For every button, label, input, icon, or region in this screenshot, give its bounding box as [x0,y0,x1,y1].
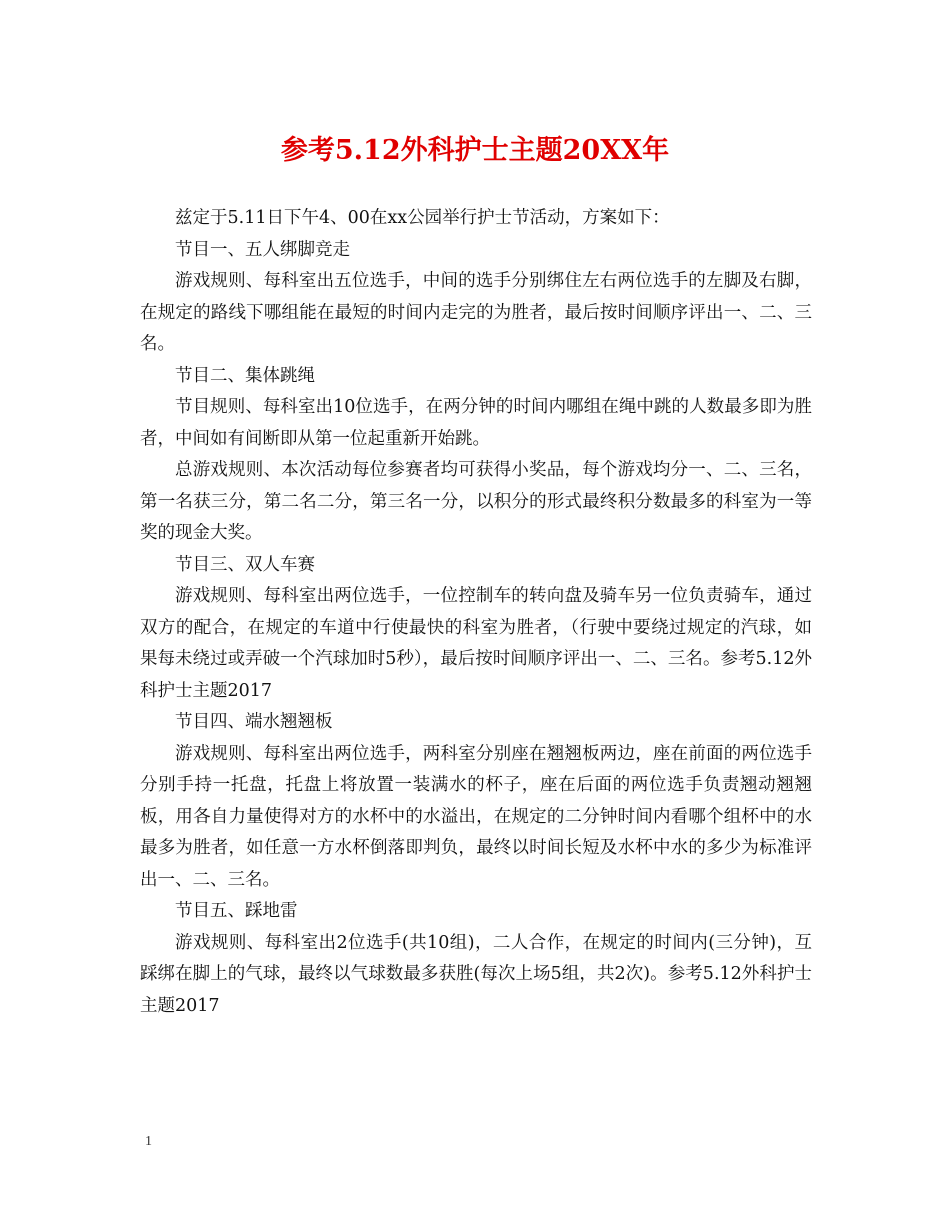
paragraph-program-4-rules: 游戏规则、每科室出两位选手，两科室分别座在翘翘板两边，座在前面的两位选手分别手持一托盘，托盘上将放置一装满水的杯子，座在后面的两位选手负责翘动翘翘板，用各自力量使得对方的水杯中的水溢出，在规定的二分钟时间内看哪个组杯中的水最多为胜者，如任意一方水杯倒落即判负，最终以时间长短及水杯中水的多少为标准评出一、二、三名。 [140,743,812,890]
document-body [140,203,812,1022]
paragraph-program-1-rules: 游戏规则、每科室出五位选手，中间的选手分别绑住左右两位选手的左脚及右脚，在规定的路线下哪组能在最短的时间内走完的为胜者，最后按时间顺序评出一、二、三名。 [140,271,812,354]
paragraph-general-rules: 总游戏规则、本次活动每位参赛者均可获得小奖品，每个游戏均分一、二、三名，第一名获三分，第二名二分，第三名一分，以积分的形式最终积分数最多的科室为一等奖的现金大奖。 [140,460,812,543]
heading-program-1: 节目一、五人绑脚竞走 [175,239,350,260]
paragraph-program-5-rules: 游戏规则、每科室出2位选手(共10组)，二人合作，在规定的时间内(三分钟)，互踩绑在脚上的气球，最终以气球数最多获胜(每次上场5组，共2次)。参考5.12外科护士主题2017 [140,932,812,1016]
heading-program-3: 节目三、双人车赛 [175,554,315,575]
document-title: 参考5.12外科护士主题20XX年 [280,135,670,166]
heading-program-5: 节目五、踩地雷 [175,901,298,921]
heading-program-4: 节目四、端水翘翘板 [175,712,333,732]
heading-program-2: 节目二、集体跳绳 [175,365,315,386]
paragraph-intro: 兹定于5.11日下午4、00在xx公园举行护士节活动，方案如下： [175,208,670,228]
page-number: 1 [145,1134,152,1149]
paragraph-program-2-rules: 节目规则、每科室出10位选手，在两分钟的时间内哪组在绳中跳的人数最多即为胜者，中间如有间断即从第一位起重新开始跳。 [140,397,812,449]
paragraph-program-3-rules: 游戏规则、每科室出两位选手，一位控制车的转向盘及骑车另一位负责骑车，通过双方的配合，在规定的车道中行使最快的科室为胜者，（行驶中要绕过规定的汽球，如果每未绕过或弄破一个汽球加时5秒），最后按时间顺序评出一、二、三名。参考5.12外科护士主题2017 [140,586,812,701]
